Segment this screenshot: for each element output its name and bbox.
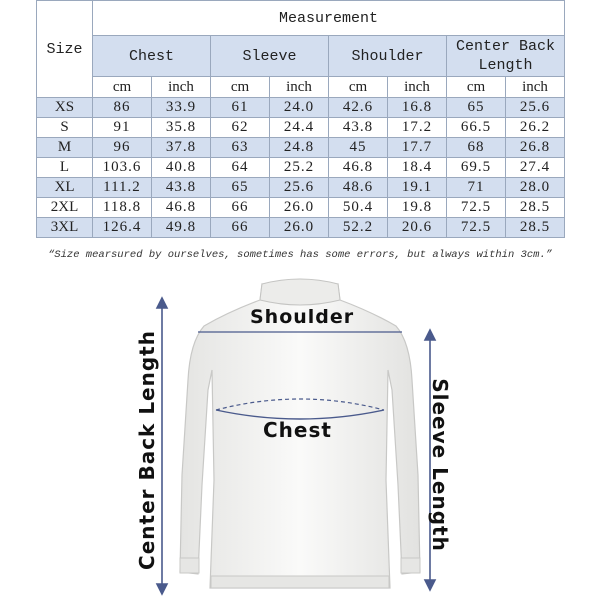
center-back-length-label: Center Back Length bbox=[135, 330, 159, 570]
value-cell: 69.5 bbox=[447, 158, 506, 178]
value-cell: 40.8 bbox=[152, 158, 211, 178]
table-row bbox=[37, 178, 565, 198]
unit-row bbox=[37, 77, 565, 98]
size-cell: L bbox=[37, 158, 93, 178]
value-cell: 37.8 bbox=[152, 138, 211, 158]
unit-cell: inch bbox=[388, 77, 447, 98]
unit-cell: inch bbox=[152, 77, 211, 98]
size-cell: S bbox=[37, 118, 93, 138]
sleeve-header: Sleeve bbox=[211, 36, 329, 77]
size-cell: 2XL bbox=[37, 198, 93, 218]
value-cell: 28.5 bbox=[506, 218, 565, 238]
value-cell: 118.8 bbox=[93, 198, 152, 218]
value-cell: 52.2 bbox=[329, 218, 388, 238]
unit-cell: cm bbox=[211, 77, 270, 98]
hem-rib bbox=[211, 576, 389, 588]
value-cell: 28.5 bbox=[506, 198, 565, 218]
unit-cell: inch bbox=[270, 77, 329, 98]
center-back-length-header: Center Back Length bbox=[447, 36, 565, 77]
table-row bbox=[37, 198, 565, 218]
table-row bbox=[37, 158, 565, 178]
value-cell: 24.8 bbox=[270, 138, 329, 158]
value-cell: 86 bbox=[93, 98, 152, 118]
value-cell: 19.8 bbox=[388, 198, 447, 218]
value-cell: 103.6 bbox=[93, 158, 152, 178]
value-cell: 25.6 bbox=[270, 178, 329, 198]
value-cell: 72.5 bbox=[447, 198, 506, 218]
table-row bbox=[37, 98, 565, 118]
value-cell: 65 bbox=[447, 98, 506, 118]
size-header: Size bbox=[37, 1, 93, 98]
unit-cell: cm bbox=[329, 77, 388, 98]
value-cell: 61 bbox=[211, 98, 270, 118]
value-cell: 20.6 bbox=[388, 218, 447, 238]
value-cell: 33.9 bbox=[152, 98, 211, 118]
value-cell: 18.4 bbox=[388, 158, 447, 178]
garment-diagram bbox=[0, 270, 600, 600]
right-cuff bbox=[401, 558, 420, 573]
value-cell: 62 bbox=[211, 118, 270, 138]
left-cuff bbox=[180, 558, 199, 573]
value-cell: 64 bbox=[211, 158, 270, 178]
shoulder-header: Shoulder bbox=[329, 36, 447, 77]
value-cell: 66.5 bbox=[447, 118, 506, 138]
chest-header: Chest bbox=[93, 36, 211, 77]
value-cell: 71 bbox=[447, 178, 506, 198]
value-cell: 43.8 bbox=[329, 118, 388, 138]
measurement-note: “Size mearsured by ourselves, sometimes has some errors, but always within 3cm.” bbox=[48, 249, 553, 261]
table-row bbox=[37, 118, 565, 138]
value-cell: 96 bbox=[93, 138, 152, 158]
value-cell: 26.2 bbox=[506, 118, 565, 138]
value-cell: 25.6 bbox=[506, 98, 565, 118]
value-cell: 35.8 bbox=[152, 118, 211, 138]
value-cell: 42.6 bbox=[329, 98, 388, 118]
value-cell: 63 bbox=[211, 138, 270, 158]
unit-cell: cm bbox=[93, 77, 152, 98]
value-cell: 66 bbox=[211, 198, 270, 218]
value-cell: 66 bbox=[211, 218, 270, 238]
unit-cell: inch bbox=[506, 77, 565, 98]
value-cell: 48.6 bbox=[329, 178, 388, 198]
value-cell: 45 bbox=[329, 138, 388, 158]
value-cell: 43.8 bbox=[152, 178, 211, 198]
value-cell: 26.0 bbox=[270, 198, 329, 218]
value-cell: 26.8 bbox=[506, 138, 565, 158]
value-cell: 126.4 bbox=[93, 218, 152, 238]
measurement-header: Measurement bbox=[93, 1, 565, 36]
value-cell: 16.8 bbox=[388, 98, 447, 118]
value-cell: 49.8 bbox=[152, 218, 211, 238]
value-cell: 27.4 bbox=[506, 158, 565, 178]
value-cell: 46.8 bbox=[152, 198, 211, 218]
unit-cell: cm bbox=[447, 77, 506, 98]
sweater-collar bbox=[260, 279, 340, 305]
size-cell: XS bbox=[37, 98, 93, 118]
value-cell: 50.4 bbox=[329, 198, 388, 218]
shoulder-label: Shoulder bbox=[250, 306, 355, 328]
value-cell: 19.1 bbox=[388, 178, 447, 198]
value-cell: 46.8 bbox=[329, 158, 388, 178]
chest-label: Chest bbox=[263, 418, 332, 442]
value-cell: 25.2 bbox=[270, 158, 329, 178]
value-cell: 68 bbox=[447, 138, 506, 158]
value-cell: 65 bbox=[211, 178, 270, 198]
value-cell: 17.7 bbox=[388, 138, 447, 158]
value-cell: 91 bbox=[93, 118, 152, 138]
value-cell: 26.0 bbox=[270, 218, 329, 238]
size-cell: M bbox=[37, 138, 93, 158]
table-body bbox=[37, 98, 565, 238]
value-cell: 24.0 bbox=[270, 98, 329, 118]
value-cell: 72.5 bbox=[447, 218, 506, 238]
size-cell: XL bbox=[37, 178, 93, 198]
value-cell: 111.2 bbox=[93, 178, 152, 198]
size-chart-table bbox=[36, 0, 565, 238]
sleeve-length-label: Sleeve Length bbox=[428, 378, 452, 552]
table-row bbox=[37, 218, 565, 238]
size-cell: 3XL bbox=[37, 218, 93, 238]
table-row bbox=[37, 138, 565, 158]
value-cell: 28.0 bbox=[506, 178, 565, 198]
value-cell: 24.4 bbox=[270, 118, 329, 138]
value-cell: 17.2 bbox=[388, 118, 447, 138]
